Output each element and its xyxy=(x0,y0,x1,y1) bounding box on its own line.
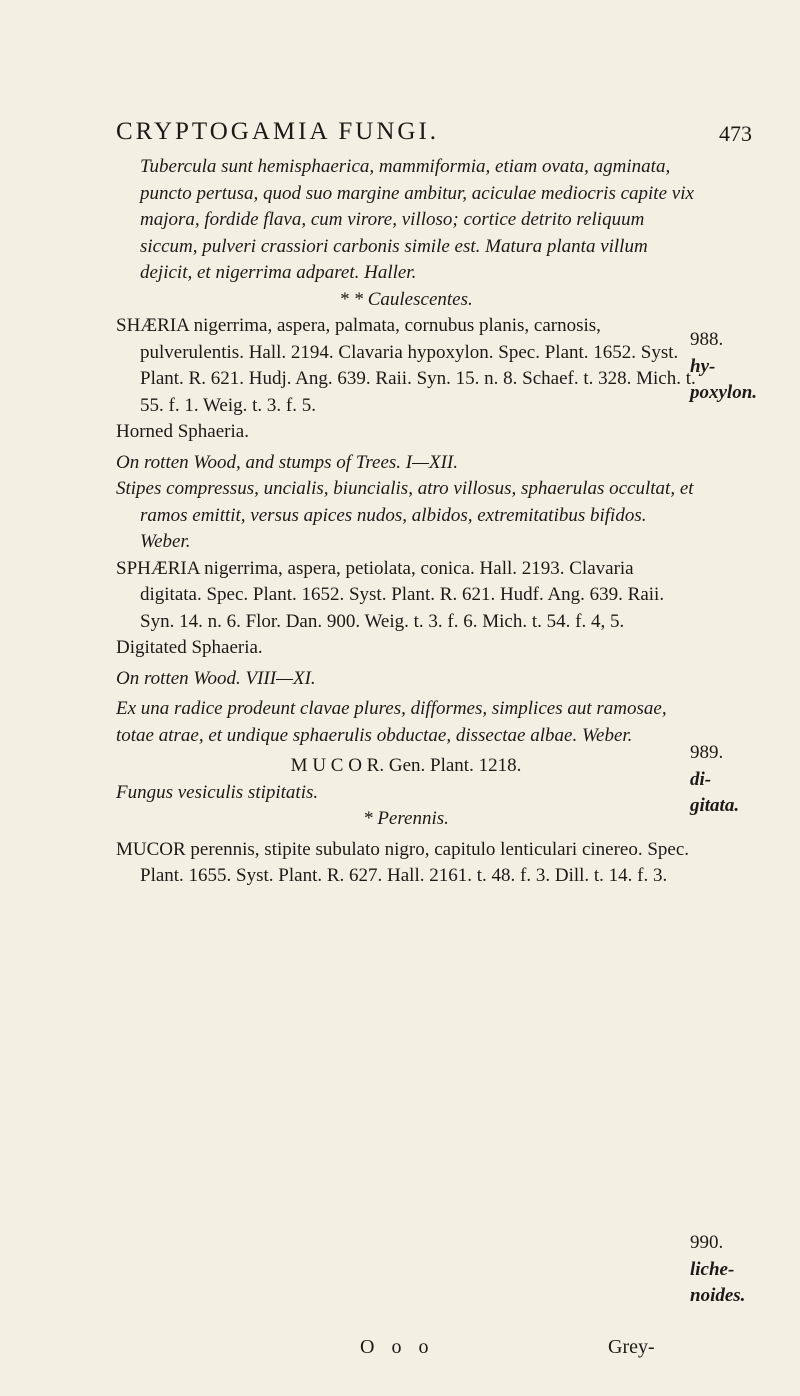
entry-989-description: SPHÆRIA nigerrima, aspera, petiolata, conica. Hall. 2193. Clavaria digitata. Spec. Plant. 1652. Syst. Plant. R. 621. Hudf. Ang. 639. Raii. Syn. 14. n. 6. Flor. Dan. 900. Weig. t. 3. f. 6. Mich. t. 54. f. 4, 5. xyxy=(116,557,665,632)
margin-species: gitata. xyxy=(690,795,740,816)
entry-988-english-name: Horned Sphaeria. xyxy=(116,421,249,442)
margin-number: 988. xyxy=(690,329,724,350)
entry-988-description: SHÆRIA nigerrima, aspera, palmata, cornubus planis, carnosis, pulverulentis. Hall. 2194. Clavaria hypoxylon. Spec. Plant. 1652. Syst. Plant. R. 621. Hudj. Ang. 639. Raii. Syn. 15. n. 8. Schaef. t. 328. Mich. t. 55. f. 1. Weig. t. 3. f. 5. xyxy=(116,315,696,416)
margin-number: 989. xyxy=(690,742,724,763)
margin-note-989 xyxy=(690,740,800,820)
margin-number: 990. xyxy=(690,1232,724,1253)
margin-species: poxylon. xyxy=(690,382,758,403)
catchword: Grey- xyxy=(608,1336,655,1358)
section-heading-perennis: * Perennis. xyxy=(363,808,449,829)
entry-990-description: MUCOR perennis, stipite subulato nigro, capitulo lenticulari cinereo. Spec. Plant. 1655. Syst. Plant. R. 627. Hall. 2161. t. 48. f. 3. Dill. t. 14. f. 3. xyxy=(116,838,690,886)
margin-note-990 xyxy=(690,1230,800,1310)
entry-989-note: Ex una radice prodeunt clavae plures, difformes, simplices aut ramosae, totae atrae, et undique sphaerulis obductae, dissectae albae. Weber. xyxy=(116,698,667,746)
margin-note-988 xyxy=(690,327,800,407)
page-number: 473 xyxy=(719,121,752,146)
margin-species: di- xyxy=(690,768,712,790)
entry-989-habitat: On rotten Wood. VIII—XI. xyxy=(116,667,316,689)
running-header xyxy=(116,118,752,146)
genus-character: Fungus vesiculis stipitatis. xyxy=(116,781,319,803)
page-body xyxy=(116,154,696,890)
genus-heading-mucor: M U C O R. Gen. Plant. 1218. xyxy=(290,755,522,776)
entry-988-habitat: On rotten Wood, and stumps of Trees. I—XII. xyxy=(116,451,458,473)
margin-species: noides. xyxy=(690,1285,746,1306)
margin-species: hy- xyxy=(690,355,716,377)
signature-mark: O o o xyxy=(360,1336,435,1358)
entry-989-english-name: Digitated Sphaeria. xyxy=(116,637,263,658)
section-heading-caulescentes: * * Caulescentes. xyxy=(339,288,473,310)
entry-988-note: Stipes compressus, uncialis, biuncialis, atro villosus, sphaerulas occultat, et ramos emittit, versus apices nudos, albidos, extremitatibus bifidos. Weber. xyxy=(116,478,694,552)
running-title: CRYPTOGAMIA FUNGI. xyxy=(116,118,440,145)
margin-species: liche- xyxy=(690,1258,735,1280)
hypoxylon-note-tail: Tubercula sunt hemisphaerica, mammiformia, etiam ovata, agminata, puncto pertusa, quod suo margine ambitur, aciculae mediocris capite vix majora, fordide flava, cum virore, villoso; cortice detrito reliquum siccum, pulveri crassiori carbonis simile est. Matura planta villum dejicit, et nigerrima adparet. Haller. xyxy=(140,156,694,283)
